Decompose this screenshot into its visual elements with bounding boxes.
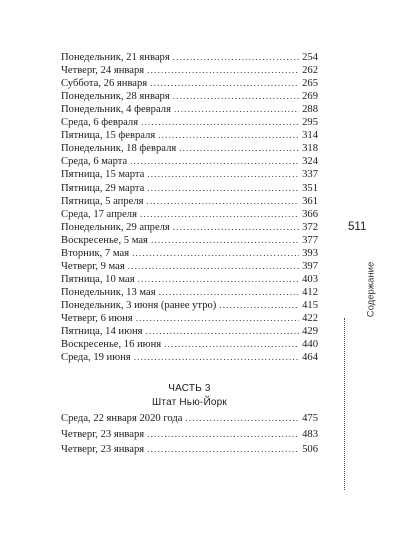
toc-entry	[61, 311, 318, 325]
entry-title: Пятница, 15 марта	[61, 169, 145, 181]
entry-title: Воскресенье, 16 июня	[61, 339, 162, 351]
dot-leader	[134, 350, 299, 364]
entry-page-number: 351	[302, 182, 318, 194]
entry-page-number: 377	[302, 234, 318, 246]
entry-page-number: 361	[302, 195, 318, 207]
entry-page-number: 483	[302, 428, 318, 440]
dot-leader	[147, 181, 299, 195]
toc-entry	[61, 272, 318, 286]
entry-page-number: 254	[302, 52, 318, 63]
entry-page-number: 314	[302, 130, 318, 142]
entry-title: Четверг, 23 января	[61, 428, 145, 440]
entry-title: Понедельник, 28 января	[61, 91, 170, 103]
entry-page-number: 393	[302, 247, 318, 259]
dot-leader	[147, 167, 299, 181]
toc-entry	[61, 324, 318, 338]
toc-entry	[61, 285, 318, 299]
toc-entry	[61, 76, 318, 90]
entry-title: Пятница, 15 февраля	[61, 130, 156, 142]
dot-leader	[147, 427, 299, 441]
entry-page-number: 318	[302, 143, 318, 155]
entry-title: Понедельник, 29 апреля	[61, 221, 170, 233]
part-label: ЧАСТЬ 3	[168, 383, 211, 394]
toc-entry	[61, 50, 318, 64]
entry-page-number: 288	[302, 104, 318, 116]
entry-title: Пятница, 5 апреля	[61, 195, 144, 207]
page-number: 511	[348, 221, 367, 233]
entry-page-number: 412	[302, 286, 318, 298]
dot-leader	[159, 285, 299, 299]
entry-page-number: 429	[302, 326, 318, 338]
entry-page-number: 506	[302, 444, 318, 455]
entry-page-number: 440	[302, 339, 318, 351]
entry-title: Понедельник, 18 февраля	[61, 143, 177, 155]
toc-entry	[61, 442, 318, 456]
dot-leader	[164, 337, 299, 351]
dot-leader	[173, 89, 299, 103]
dot-leader	[141, 115, 299, 129]
dot-leader	[147, 442, 299, 456]
entry-title: Пятница, 29 марта	[61, 182, 145, 194]
toc-entry	[61, 259, 318, 273]
part-title: Штат Нью-Йорк	[152, 397, 227, 408]
dot-leader	[147, 63, 299, 77]
entry-page-number: 475	[302, 413, 318, 424]
entry-page-number: 337	[302, 169, 318, 181]
dot-leader	[179, 141, 299, 155]
entry-page-number: 262	[302, 65, 318, 77]
entry-title: Понедельник, 21 января	[61, 52, 170, 63]
entry-title: Понедельник, 13 мая	[61, 286, 156, 298]
dot-leader	[146, 324, 300, 338]
toc-entry	[61, 154, 318, 168]
toc-entry	[61, 411, 318, 425]
dot-leader	[140, 207, 299, 221]
entry-title: Четверг, 6 июня	[61, 313, 133, 324]
toc-entry	[61, 220, 318, 234]
entry-title: Понедельник, 4 февраля	[61, 104, 171, 116]
dot-leader	[150, 76, 299, 90]
dot-leader	[185, 411, 299, 425]
dot-leader	[173, 50, 299, 64]
entry-page-number: 366	[302, 208, 318, 220]
toc-entry	[61, 167, 318, 181]
toc-entry	[61, 181, 318, 195]
entry-page-number: 415	[302, 299, 318, 311]
toc-entry	[61, 63, 318, 77]
entry-title: Четверг, 23 января	[61, 444, 145, 455]
entry-title: Пятница, 10 мая	[61, 273, 135, 285]
toc-entry	[61, 141, 318, 155]
dot-leader	[130, 154, 299, 168]
toc-entry	[61, 194, 318, 208]
dot-leader	[147, 194, 300, 208]
side-margin	[339, 214, 379, 496]
entry-title: Суббота, 26 января	[61, 78, 148, 90]
dot-leader	[136, 311, 299, 325]
dot-leader	[158, 128, 299, 142]
dot-leader	[219, 298, 299, 312]
toc-entry	[61, 115, 318, 129]
entry-page-number: 464	[302, 352, 318, 364]
entry-title: Среда, 17 апреля	[61, 208, 137, 220]
toc-entry	[61, 89, 318, 103]
entry-title: Среда, 6 февраля	[61, 117, 139, 129]
entry-page-number: 397	[302, 260, 318, 272]
dot-leader	[173, 220, 299, 234]
toc-entry	[61, 350, 318, 364]
section-label: Содержание	[365, 261, 377, 318]
dot-leader	[151, 233, 299, 247]
entry-page-number: 324	[302, 156, 318, 168]
toc-entry	[61, 298, 318, 312]
toc-entry	[61, 246, 318, 260]
dot-leader	[132, 246, 299, 260]
entry-page-number: 422	[302, 313, 318, 324]
toc-entry	[61, 128, 318, 142]
entry-title: Вторник, 7 мая	[61, 247, 130, 259]
entry-title: Четверг, 24 января	[61, 65, 145, 77]
toc-entry	[61, 427, 318, 441]
dotted-rule	[344, 318, 345, 490]
entry-title: Понедельник, 3 июня (ранее утро)	[61, 299, 217, 311]
toc-entry	[61, 207, 318, 221]
entry-title: Пятница, 14 июня	[61, 326, 143, 338]
dot-leader	[138, 272, 300, 286]
dot-leader	[128, 259, 299, 273]
entry-title: Среда, 19 июня	[61, 352, 131, 364]
entry-page-number: 372	[302, 221, 318, 233]
dot-leader	[174, 102, 299, 116]
entry-title: Среда, 22 января 2020 года	[61, 413, 183, 424]
entry-page-number: 269	[302, 91, 318, 103]
entry-title: Среда, 6 марта	[61, 156, 128, 168]
entry-page-number: 265	[302, 78, 318, 90]
toc-entry	[61, 102, 318, 116]
toc-entry	[61, 337, 318, 351]
entry-page-number: 403	[302, 273, 318, 285]
entry-page-number: 295	[302, 117, 318, 129]
toc-entry	[61, 233, 318, 247]
entry-title: Четверг, 9 мая	[61, 260, 125, 272]
entry-title: Воскресенье, 5 мая	[61, 234, 148, 246]
